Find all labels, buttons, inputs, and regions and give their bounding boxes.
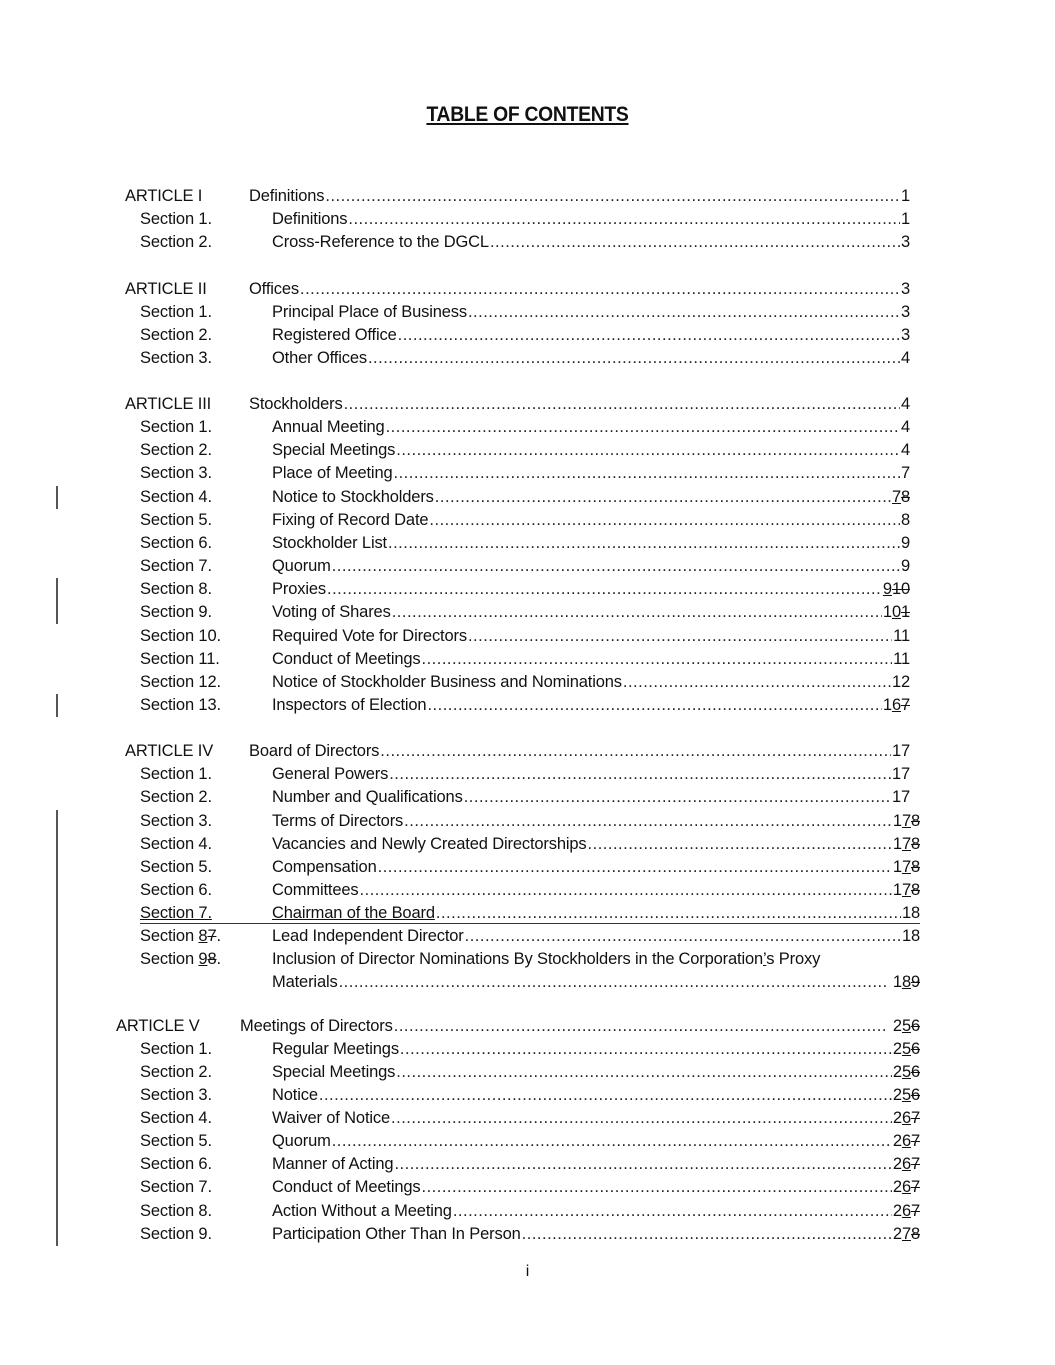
- inserted-text: 7: [901, 858, 911, 876]
- dot-leader: [490, 231, 900, 254]
- page-number: 178: [892, 812, 920, 830]
- inserted-text: 6: [901, 1202, 911, 1220]
- section-title: Annual Meeting: [272, 418, 385, 436]
- article-title: Stockholders: [249, 395, 343, 413]
- toc-section-row[interactable]: [140, 416, 910, 439]
- dot-leader: [391, 1107, 892, 1130]
- page-number: 3: [900, 326, 910, 344]
- dot-leader: [453, 1200, 892, 1223]
- section-label: Section 1.: [140, 303, 212, 321]
- toc-section-row[interactable]: [140, 1200, 920, 1223]
- inserted-text: 6: [891, 696, 901, 714]
- deleted-text: 6: [910, 1086, 920, 1104]
- section-label: Section 9.: [140, 1225, 212, 1243]
- page-number: 178: [892, 881, 920, 899]
- inserted-text: 7: [891, 488, 901, 506]
- section-title: Definitions: [272, 210, 348, 228]
- section-label: Section 3.: [140, 1086, 212, 1104]
- dot-leader: [468, 625, 892, 648]
- toc-section-row[interactable]: [140, 948, 920, 994]
- deleted-text: 7: [207, 927, 217, 945]
- dot-leader: [422, 1176, 892, 1199]
- article-label: ARTICLE V: [116, 1017, 200, 1035]
- section-label: Section 98.: [140, 950, 221, 968]
- page-number: 278: [892, 1225, 920, 1243]
- toc-section-row[interactable]: [140, 324, 910, 347]
- section-label: Section 7.: [140, 904, 212, 922]
- dot-leader: [327, 578, 882, 601]
- article-label: ARTICLE IV: [125, 742, 214, 760]
- toc-section-row[interactable]: [140, 578, 910, 601]
- article-label: ARTICLE III: [125, 395, 212, 413]
- inserted-text: 7: [901, 835, 911, 853]
- inserted-text: 9: [882, 580, 892, 598]
- inserted-text: 6: [901, 1109, 911, 1127]
- dot-leader: [427, 694, 881, 717]
- toc-section-row[interactable]: [140, 763, 910, 786]
- section-title: Special Meetings: [272, 441, 396, 459]
- toc-section-row[interactable]: [140, 555, 910, 578]
- section-title: Voting of Shares: [272, 603, 391, 621]
- section-label: Section 5.: [140, 511, 212, 529]
- section-title: Special Meetings: [272, 1063, 396, 1081]
- page-number: 4: [900, 441, 910, 459]
- change-bar: [56, 486, 58, 509]
- deleted-text: 6: [910, 1040, 920, 1058]
- toc-section-row[interactable]: [140, 462, 910, 485]
- toc-section-row[interactable]: [140, 694, 910, 717]
- section-title: Registered Office: [272, 326, 397, 344]
- section-label: Section 87.: [140, 927, 221, 945]
- toc-section-row[interactable]: [140, 833, 920, 856]
- page-number: 4: [900, 418, 910, 436]
- article-title: Meetings of Directors: [240, 1017, 393, 1035]
- dot-leader: [404, 810, 892, 833]
- section-title: Inspectors of Election: [272, 696, 427, 714]
- section-label: Section 5.: [140, 858, 212, 876]
- dot-leader: [348, 208, 900, 231]
- page-number: 9: [900, 557, 910, 575]
- dot-leader: [389, 763, 891, 786]
- dot-leader: [396, 439, 900, 462]
- section-title: Proxies: [272, 580, 326, 598]
- section-label: Section 6.: [140, 881, 212, 899]
- section-title: Quorum: [272, 1132, 331, 1150]
- dot-leader: [468, 301, 900, 324]
- page-number: 267: [892, 1178, 920, 1196]
- dot-leader: [319, 1084, 892, 1107]
- section-title: Number and Qualifications: [272, 788, 463, 806]
- inserted-text: 7: [901, 812, 911, 830]
- section-title: Principal Place of Business: [272, 303, 467, 321]
- dot-leader: [388, 532, 900, 555]
- toc-section-row[interactable]: [140, 1038, 920, 1061]
- dot-leader: [422, 648, 893, 671]
- section-title: Stockholder List: [272, 534, 387, 552]
- page-number: 1: [900, 187, 910, 205]
- toc-section-row[interactable]: [140, 439, 910, 462]
- section-label: Section 2.: [140, 441, 212, 459]
- deleted-text: 8: [207, 950, 217, 968]
- section-label: Section 10.: [140, 627, 221, 645]
- dot-leader: [522, 1223, 892, 1246]
- section-title: Participation Other Than In Person: [272, 1225, 521, 1243]
- toc-section-row[interactable]: [140, 231, 910, 254]
- section-label: Section 3.: [140, 812, 212, 830]
- article-title: Definitions: [249, 187, 325, 205]
- dot-leader: [332, 555, 900, 578]
- deleted-text: 7: [910, 1109, 920, 1127]
- dot-leader: [380, 740, 891, 763]
- section-label: Section 13.: [140, 696, 221, 714]
- section-label: Section 1.: [140, 765, 212, 783]
- dot-leader: [300, 278, 900, 301]
- page-number: 3: [900, 233, 910, 251]
- section-label: Section 8.: [140, 580, 212, 598]
- section-title: Conduct of Meetings: [272, 1178, 421, 1196]
- page-number: 267: [892, 1155, 920, 1173]
- toc-section-row[interactable]: [140, 486, 910, 509]
- page-number: 189: [892, 973, 920, 991]
- inserted-text: 8: [901, 973, 911, 991]
- section-title: Manner of Acting: [272, 1155, 394, 1173]
- inserted-text: 6: [901, 1178, 911, 1196]
- toc-section-row[interactable]: [140, 879, 920, 902]
- toc-section-row[interactable]: [140, 925, 920, 948]
- section-title: Place of Meeting: [272, 464, 393, 482]
- section-title: Vacancies and Newly Created Directorships: [272, 835, 587, 853]
- toc-section-row[interactable]: [140, 1107, 920, 1130]
- page-number: 18: [901, 904, 920, 922]
- section-label: Section 4.: [140, 835, 212, 853]
- section-label: Section 3.: [140, 349, 212, 367]
- toc-article-row[interactable]: [125, 185, 910, 208]
- inserted-text: 8: [198, 927, 208, 945]
- inserted-text: 5: [901, 1063, 911, 1081]
- dot-leader: [332, 1130, 892, 1153]
- article-title: Offices: [249, 280, 299, 298]
- page-number: 167: [882, 696, 910, 714]
- section-label: Section 4.: [140, 1109, 212, 1127]
- page-number: 256: [892, 1040, 920, 1058]
- toc-section-row[interactable]: [140, 786, 910, 809]
- deleted-text: 7: [910, 1202, 920, 1220]
- dot-leader: [465, 925, 901, 948]
- page-number: 1: [900, 210, 910, 228]
- deleted-text: 8: [910, 835, 920, 853]
- page-footer-number: i: [525, 1263, 530, 1280]
- section-title: Action Without a Meeting: [272, 1202, 452, 1220]
- inserted-text: 7: [901, 881, 911, 899]
- dot-leader: [392, 601, 882, 624]
- page-title: TABLE OF CONTENTS: [426, 103, 629, 126]
- deleted-text: 7: [910, 1132, 920, 1150]
- toc-section-row[interactable]: [140, 509, 910, 532]
- section-title: Fixing of Record Date: [272, 511, 429, 529]
- page-number: 256: [892, 1063, 920, 1081]
- page-number: [892, 486, 910, 509]
- dot-leader: [464, 786, 891, 809]
- section-label: Section 1.: [140, 210, 212, 228]
- change-bar: [56, 694, 58, 717]
- section-label: Section 8.: [140, 1202, 212, 1220]
- deleted-text: 8: [910, 858, 920, 876]
- deleted-text: 9: [910, 973, 920, 991]
- section-label: Section 2.: [140, 788, 212, 806]
- section-label: Section 11.: [140, 650, 220, 668]
- toc-section-row[interactable]: [140, 1223, 920, 1246]
- dot-leader: [623, 671, 891, 694]
- section-title-line1: Inclusion of Director Nominations By Stockholders in the Corporation’s Proxy: [272, 950, 821, 968]
- section-title: General Powers: [272, 765, 389, 783]
- toc-article-row[interactable]: [125, 393, 910, 416]
- page-number: 256: [892, 1086, 920, 1104]
- section-title: Regular Meetings: [272, 1040, 399, 1058]
- dot-leader: [339, 971, 888, 994]
- toc-section-row[interactable]: [140, 301, 910, 324]
- page-number: 17: [891, 742, 910, 760]
- toc-section-row-inserted[interactable]: [140, 902, 920, 924]
- toc-section-row[interactable]: [140, 1176, 920, 1199]
- inserted-text: 7: [901, 1225, 911, 1243]
- section-title: Notice to Stockholders: [272, 488, 434, 506]
- page-number: 267: [892, 1132, 920, 1150]
- deleted-text: 6: [910, 1017, 920, 1035]
- article-label: ARTICLE I: [125, 187, 203, 205]
- dot-leader: [394, 1153, 891, 1176]
- page-number: 12: [891, 673, 910, 691]
- page-number: 7: [900, 464, 910, 482]
- inserted-text: 5: [901, 1017, 911, 1035]
- page-number: 8: [900, 511, 910, 529]
- section-title: Terms of Directors: [272, 812, 404, 830]
- page-number: [883, 578, 910, 601]
- page-number: 178: [892, 858, 920, 876]
- dot-leader: [378, 856, 892, 879]
- toc-article-row[interactable]: [116, 1015, 920, 1038]
- section-title: Notice of Stockholder Business and Nominations: [272, 673, 622, 691]
- toc-section-row[interactable]: [140, 810, 920, 833]
- change-bar: [56, 578, 58, 624]
- deleted-text: 7: [910, 1178, 920, 1196]
- deleted-text: 7: [910, 1155, 920, 1173]
- dot-leader: [325, 185, 900, 208]
- section-title: Committees: [272, 881, 359, 899]
- toc-section-row[interactable]: [140, 1084, 920, 1107]
- deleted-text: 8: [900, 488, 910, 506]
- deleted-text: 8: [910, 1225, 920, 1243]
- section-label: Section 5.: [140, 1132, 212, 1150]
- section-title: Quorum: [272, 557, 331, 575]
- inserted-text: 5: [901, 1040, 911, 1058]
- toc-section-row[interactable]: [140, 347, 910, 370]
- section-label: Section 4.: [140, 488, 212, 506]
- toc-section-row[interactable]: [140, 1153, 920, 1176]
- page-number: 3: [900, 280, 910, 298]
- page-number: 9: [900, 534, 910, 552]
- deleted-text: 8: [910, 881, 920, 899]
- section-label: Section 12.: [140, 673, 221, 691]
- dot-leader: [396, 1061, 892, 1084]
- toc-section-row[interactable]: [140, 671, 910, 694]
- page-number: 17: [891, 765, 910, 783]
- dot-leader: [588, 833, 892, 856]
- dot-leader: [400, 1038, 892, 1061]
- section-label: Section 7.: [140, 1178, 212, 1196]
- page-number: 11: [893, 627, 910, 645]
- section-title: Compensation: [272, 858, 377, 876]
- toc-article-row[interactable]: [125, 278, 910, 301]
- deleted-text: 10: [891, 580, 910, 598]
- inserted-text: 5: [901, 1086, 911, 1104]
- section-title: Cross-Reference to the DGCL: [272, 233, 489, 251]
- dot-leader: [394, 1015, 888, 1038]
- dot-leader: [368, 347, 900, 370]
- section-label: Section 9.: [140, 603, 212, 621]
- section-title: Lead Independent Director: [272, 927, 464, 945]
- section-label: Section 2.: [140, 233, 212, 251]
- section-title: Conduct of Meetings: [272, 650, 421, 668]
- page-number: 11: [893, 650, 910, 668]
- page-number: 267: [892, 1202, 920, 1220]
- section-label: Section 3.: [140, 464, 212, 482]
- section-label: Section 1.: [140, 1040, 212, 1058]
- section-label: Section 6.: [140, 534, 212, 552]
- dot-leader: [435, 486, 891, 509]
- section-label: Section 2.: [140, 1063, 212, 1081]
- section-title: Chairman of the Board: [272, 904, 435, 922]
- deleted-text: 6: [910, 1063, 920, 1081]
- section-label: Section 7.: [140, 557, 212, 575]
- page-number: 3: [900, 303, 910, 321]
- inserted-text: 6: [901, 1155, 911, 1173]
- page-number: 256: [892, 1017, 920, 1035]
- inserted-text: 6: [901, 1132, 911, 1150]
- article-label: ARTICLE II: [125, 280, 207, 298]
- toc-section-row[interactable]: [140, 1061, 920, 1084]
- article-title: Board of Directors: [249, 742, 380, 760]
- toc-section-row[interactable]: [140, 856, 920, 879]
- change-bar: [56, 810, 58, 1246]
- page-number: 17: [891, 788, 910, 806]
- dot-leader: [394, 462, 900, 485]
- toc-section-row[interactable]: [140, 601, 910, 624]
- page-number: 267: [892, 1109, 920, 1127]
- section-label: Section 1.: [140, 418, 212, 436]
- toc-article-row[interactable]: [125, 740, 910, 763]
- toc-section-row[interactable]: [140, 648, 910, 671]
- deleted-text: 7: [900, 696, 910, 714]
- toc-section-row[interactable]: [140, 532, 910, 555]
- toc-section-row[interactable]: [140, 1130, 920, 1153]
- page-number: 4: [900, 349, 910, 367]
- section-title: Other Offices: [272, 349, 367, 367]
- toc-section-row[interactable]: [140, 625, 910, 648]
- inserted-text: 9: [198, 950, 208, 968]
- dot-leader: [344, 393, 900, 416]
- deleted-text: 8: [910, 812, 920, 830]
- page-number: 101: [882, 603, 910, 621]
- dot-leader: [398, 324, 900, 347]
- section-title: Waiver of Notice: [272, 1109, 391, 1127]
- page-number: 18: [901, 927, 920, 945]
- section-label: Section 6.: [140, 1155, 212, 1173]
- dot-leader: [360, 879, 892, 902]
- deleted-text: 1: [900, 603, 910, 621]
- toc-section-row[interactable]: [140, 208, 910, 231]
- dot-leader: [386, 416, 900, 439]
- section-title-line2: Materials: [272, 973, 338, 991]
- section-title: Required Vote for Directors: [272, 627, 467, 645]
- section-label: Section 2.: [140, 326, 212, 344]
- dot-leader: [436, 902, 901, 925]
- page-number: 178: [892, 835, 920, 853]
- inserted-text: 0: [891, 603, 901, 621]
- page-number: 4: [900, 395, 910, 413]
- section-title: Notice: [272, 1086, 318, 1104]
- dot-leader: [429, 509, 900, 532]
